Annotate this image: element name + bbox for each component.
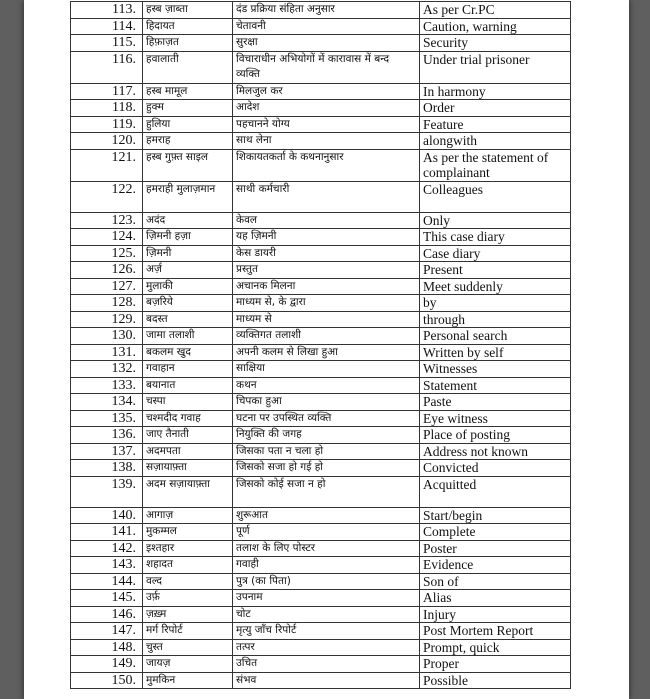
table-row [71,116,571,133]
hindi-meaning-cell: घटना पर उपस्थित व्यक्ति [233,410,420,427]
table-row [71,540,571,557]
table-row [71,51,571,83]
term-cell: हुलिया [143,116,233,133]
hindi-meaning-cell: केवल [233,212,420,229]
table-row [71,443,571,460]
term-cell: सज़ायाफ़्ता [143,460,233,477]
document-page [24,0,629,699]
english-meaning-cell: Injury [420,606,571,623]
row-number: 123. [71,212,143,229]
hindi-meaning-cell: तलाश के लिए पोस्टर [233,540,420,557]
term-cell: शहादत [143,557,233,574]
table-row [71,133,571,150]
table-row [71,361,571,378]
hindi-meaning-cell: पहचानने योग्य [233,116,420,133]
table-row [71,394,571,411]
table-row [71,278,571,295]
term-cell: मर्ग रिपोर्ट [143,623,233,640]
row-number: 114. [71,18,143,35]
hindi-meaning-cell: केस डायरी [233,245,420,262]
row-number: 149. [71,656,143,673]
table-row [71,328,571,345]
term-cell: जायज़ [143,656,233,673]
english-meaning-cell: In harmony [420,83,571,100]
term-cell: अर्ज़ [143,262,233,279]
hindi-meaning-cell: साक्षिया [233,361,420,378]
row-number: 119. [71,116,143,133]
hindi-meaning-cell: जिसको सजा हो गई हो [233,460,420,477]
hindi-meaning-cell: चोट [233,606,420,623]
row-number: 143. [71,557,143,574]
row-number: 145. [71,590,143,607]
table-row [71,672,571,689]
term-cell: हमराही मुलाज़मान [143,181,233,212]
table-row [71,229,571,246]
term-cell: बयानात [143,377,233,394]
term-cell: मुलाकी [143,278,233,295]
row-number: 126. [71,262,143,279]
row-number: 146. [71,606,143,623]
row-number: 118. [71,100,143,117]
hindi-meaning-cell: अचानक मिलना [233,278,420,295]
english-meaning-cell: Security [420,35,571,52]
english-meaning-cell: Eye witness [420,410,571,427]
table-row [71,377,571,394]
term-cell: हस्ब मामूल [143,83,233,100]
english-meaning-cell: Present [420,262,571,279]
row-number: 142. [71,540,143,557]
term-cell: ज़िमनी हज़ा [143,229,233,246]
table-row [71,476,571,507]
english-meaning-cell: Possible [420,672,571,689]
table-row [71,35,571,52]
hindi-meaning-cell: पूर्ण [233,524,420,541]
hindi-meaning-cell: साथी कर्मचारी [233,181,420,212]
hindi-meaning-cell: सुरक्षा [233,35,420,52]
row-number: 141. [71,524,143,541]
table-row [71,2,571,19]
english-meaning-cell: Paste [420,394,571,411]
term-cell: हवालाती [143,51,233,83]
term-cell: चुस्त [143,639,233,656]
row-number: 135. [71,410,143,427]
english-meaning-cell: Poster [420,540,571,557]
row-number: 132. [71,361,143,378]
hindi-meaning-cell: मिलजुल कर [233,83,420,100]
row-number: 148. [71,639,143,656]
hindi-meaning-cell: साथ लेना [233,133,420,150]
term-cell: गवाहान [143,361,233,378]
term-cell: मुकम्मल [143,524,233,541]
hindi-meaning-cell: दंड प्रक्रिया संहिता अनुसार [233,2,420,19]
hindi-meaning-cell: शुरूआत [233,507,420,524]
table-row [71,656,571,673]
term-cell: ज़िमनी [143,245,233,262]
term-cell: मुमकिन [143,672,233,689]
row-number: 134. [71,394,143,411]
hindi-meaning-cell: आदेश [233,100,420,117]
term-cell: हुक्म [143,100,233,117]
row-number: 115. [71,35,143,52]
hindi-meaning-cell: विचाराधीन अभियोगों में कारावास में बन्द व्यक्ति [233,51,420,83]
hindi-meaning-cell: अपनी कलम से लिखा हुआ [233,344,420,361]
table-row [71,573,571,590]
hindi-meaning-cell: पुत्र (का पिता) [233,573,420,590]
english-meaning-cell: alongwith [420,133,571,150]
hindi-meaning-cell: संभव [233,672,420,689]
english-meaning-cell: As per the statement of complainant [420,149,571,181]
row-number: 136. [71,427,143,444]
term-cell: हिफ़ाज़त [143,35,233,52]
english-meaning-cell: Start/begin [420,507,571,524]
hindi-meaning-cell: उचित [233,656,420,673]
glossary-body [71,2,571,689]
table-row [71,557,571,574]
english-meaning-cell: Meet suddenly [420,278,571,295]
table-row [71,245,571,262]
term-cell: चश्मदीद गवाह [143,410,233,427]
term-cell: इश्तहार [143,540,233,557]
hindi-meaning-cell: माध्यम से, के द्वारा [233,295,420,312]
english-meaning-cell: Place of posting [420,427,571,444]
term-cell: हस्ब ज़ाब्ता [143,2,233,19]
table-row [71,344,571,361]
hindi-meaning-cell: नियुक्ति की जगह [233,427,420,444]
english-meaning-cell: Convicted [420,460,571,477]
table-row [71,524,571,541]
english-meaning-cell: Case diary [420,245,571,262]
english-meaning-cell: by [420,295,571,312]
glossary-table [70,1,571,689]
english-meaning-cell: Feature [420,116,571,133]
hindi-meaning-cell: उपनाम [233,590,420,607]
row-number: 133. [71,377,143,394]
row-number: 139. [71,476,143,507]
term-cell: चस्पा [143,394,233,411]
term-cell: उर्फ़ [143,590,233,607]
row-number: 122. [71,181,143,212]
table-row [71,262,571,279]
row-number: 127. [71,278,143,295]
table-row [71,606,571,623]
table-row [71,100,571,117]
english-meaning-cell: Alias [420,590,571,607]
term-cell: हमराह [143,133,233,150]
hindi-meaning-cell: माध्यम से [233,311,420,328]
hindi-meaning-cell: चेतावनी [233,18,420,35]
term-cell: अदम सज़ायाफ़्ता [143,476,233,507]
english-meaning-cell: Witnesses [420,361,571,378]
row-number: 144. [71,573,143,590]
table-row [71,311,571,328]
table-row [71,639,571,656]
row-number: 138. [71,460,143,477]
table-row [71,590,571,607]
table-row [71,427,571,444]
row-number: 117. [71,83,143,100]
row-number: 120. [71,133,143,150]
term-cell: जामा तलाशी [143,328,233,345]
english-meaning-cell: Personal search [420,328,571,345]
term-cell: बकलम खुद [143,344,233,361]
term-cell: अदंद [143,212,233,229]
english-meaning-cell: Colleagues [420,181,571,212]
hindi-meaning-cell: प्रस्तुत [233,262,420,279]
english-meaning-cell: Written by self [420,344,571,361]
english-meaning-cell: through [420,311,571,328]
english-meaning-cell: Complete [420,524,571,541]
table-row [71,181,571,212]
hindi-meaning-cell: यह ज़िमनी [233,229,420,246]
table-row [71,507,571,524]
term-cell: आगाज़ [143,507,233,524]
term-cell: हस्ब गुफ़्त साइल [143,149,233,181]
table-row [71,460,571,477]
row-number: 128. [71,295,143,312]
english-meaning-cell: Only [420,212,571,229]
term-cell: ज़ख़्म [143,606,233,623]
row-number: 147. [71,623,143,640]
table-row [71,295,571,312]
row-number: 113. [71,2,143,19]
table-row [71,212,571,229]
row-number: 137. [71,443,143,460]
table-row [71,410,571,427]
english-meaning-cell: Acquitted [420,476,571,507]
hindi-meaning-cell: मृत्यु जाँच रिपोर्ट [233,623,420,640]
hindi-meaning-cell: तत्पर [233,639,420,656]
english-meaning-cell: Order [420,100,571,117]
hindi-meaning-cell: जिसको कोई सजा न हो [233,476,420,507]
term-cell: जाए तैनाती [143,427,233,444]
english-meaning-cell: As per Cr.PC [420,2,571,19]
row-number: 130. [71,328,143,345]
row-number: 129. [71,311,143,328]
english-meaning-cell: This case diary [420,229,571,246]
table-row [71,623,571,640]
english-meaning-cell: Under trial prisoner [420,51,571,83]
row-number: 140. [71,507,143,524]
english-meaning-cell: Caution, warning [420,18,571,35]
english-meaning-cell: Prompt, quick [420,639,571,656]
term-cell: वल्द [143,573,233,590]
hindi-meaning-cell: व्यक्तिगत तलाशी [233,328,420,345]
english-meaning-cell: Address not known [420,443,571,460]
table-row [71,83,571,100]
english-meaning-cell: Evidence [420,557,571,574]
term-cell: अदमपता [143,443,233,460]
row-number: 125. [71,245,143,262]
table-row [71,18,571,35]
term-cell: बदस्त [143,311,233,328]
english-meaning-cell: Son of [420,573,571,590]
hindi-meaning-cell: चिपका हुआ [233,394,420,411]
english-meaning-cell: Statement [420,377,571,394]
hindi-meaning-cell: जिसका पता न चला हो [233,443,420,460]
row-number: 131. [71,344,143,361]
term-cell: बज़रिये [143,295,233,312]
table-row [71,149,571,181]
term-cell: हिदायत [143,18,233,35]
hindi-meaning-cell: कथन [233,377,420,394]
row-number: 121. [71,149,143,181]
hindi-meaning-cell: शिकायतकर्ता के कथनानुसार [233,149,420,181]
row-number: 116. [71,51,143,83]
row-number: 150. [71,672,143,689]
row-number: 124. [71,229,143,246]
english-meaning-cell: Post Mortem Report [420,623,571,640]
english-meaning-cell: Proper [420,656,571,673]
hindi-meaning-cell: गवाही [233,557,420,574]
